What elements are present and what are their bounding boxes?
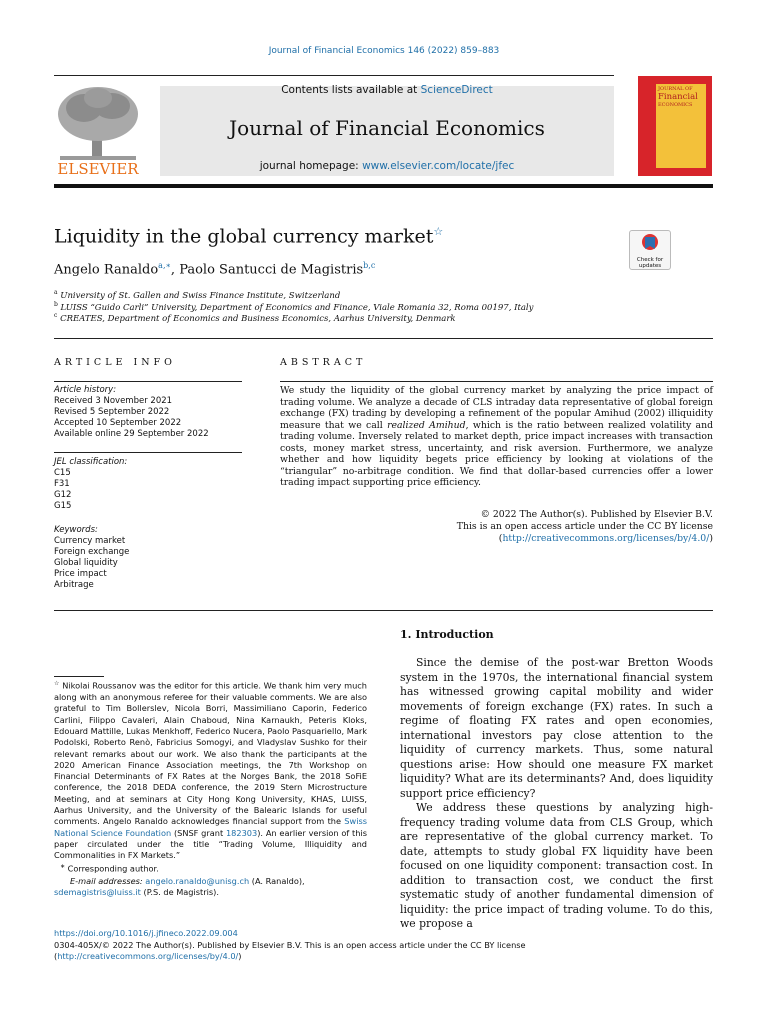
journal-reference[interactable]: Journal of Financial Economics 146 (2022) 859–883: [268, 46, 500, 56]
journal-title: Journal of Financial Economics: [229, 116, 545, 140]
keywords-label: Keywords:: [54, 525, 98, 535]
keywords: [54, 525, 129, 591]
title-footnote-mark[interactable]: ☆: [433, 225, 444, 238]
affiliation-mark: a: [54, 289, 58, 296]
contents-prefix: Contents lists available at: [281, 84, 421, 96]
author-separator: ,: [170, 262, 180, 278]
article-history: [54, 385, 209, 440]
email-link-2[interactable]: sdemagistris@luiss.it: [54, 886, 141, 897]
license-line: (http://creativecommons.org/licenses/by/4.0/): [498, 533, 713, 544]
jel-classification: [54, 457, 127, 512]
sciencedirect-link[interactable]: ScienceDirect: [420, 84, 493, 96]
cover-line-2: Financial: [658, 92, 698, 102]
keyword: Price impact: [54, 569, 107, 579]
affiliation-text: LUISS “Guido Carli” University, Department of Economics and Finance, Viale Romania 32, Roma 00197, Italy: [60, 302, 534, 313]
abstract-emphasis: realized Amihud: [387, 419, 466, 431]
grant-link[interactable]: 182303: [225, 827, 258, 838]
affiliation-text: CREATES, Department of Economics and Business Economics, Aarhus University, Denmark: [60, 313, 456, 324]
affiliation-text: University of St. Gallen and Swiss Finance Institute, Switzerland: [60, 290, 341, 301]
jel-code: C15: [54, 468, 71, 478]
doi-link[interactable]: https://doi.org/10.1016/j.jfineco.2022.09.004: [54, 928, 238, 938]
snsf-link[interactable]: Swiss National Science Foundation: [54, 816, 367, 838]
license-link[interactable]: http://creativecommons.org/licenses/by/4.0/: [502, 533, 710, 544]
check-line-1: Check for: [636, 257, 664, 263]
keyword: Currency market: [54, 536, 126, 546]
author-2: Paolo Santucci de Magistris: [179, 262, 364, 278]
abstract-rule: [280, 381, 713, 382]
footer-license-link[interactable]: http://creativecommons.org/licenses/by/4.0/: [57, 951, 239, 961]
corresponding-text: Corresponding author.: [65, 864, 159, 875]
affiliation-a: [54, 289, 340, 301]
open-paren: (: [54, 951, 58, 961]
homepage-link[interactable]: www.elsevier.com/locate/jfec: [362, 160, 515, 172]
corresponding-footnote: [54, 861, 367, 875]
email-name-1: (A. Ranaldo),: [249, 875, 305, 886]
copyright-line-2: This is an open access article under the CC BY license: [456, 521, 713, 532]
bookmark-icon: [630, 231, 670, 253]
history-received: Received 3 November 2021: [54, 396, 173, 406]
introduction-text: [400, 656, 713, 932]
footer-license-line: [54, 951, 526, 963]
header-rule: [54, 75, 614, 76]
history-accepted: Accepted 10 September 2022: [54, 418, 182, 428]
footnote-rule: [54, 676, 104, 677]
section-rule: [54, 338, 713, 339]
cover-line-1: JOURNAL OF: [658, 86, 693, 92]
authors: [54, 261, 375, 277]
corresponding-mark: ∗: [60, 863, 66, 871]
author-1-affiliation-mark[interactable]: a,∗: [158, 261, 171, 270]
abstract-heading: ABSTRACT: [280, 357, 367, 368]
check-line-2: updates: [638, 263, 662, 269]
email-link-1[interactable]: angelo.ranaldo@unisg.ch: [145, 875, 250, 886]
footnote: [54, 678, 367, 898]
page-footer: [54, 928, 526, 963]
jel-code: F31: [54, 479, 70, 489]
email-label: E-mail addresses:: [70, 875, 146, 886]
info-rule: [54, 452, 242, 453]
check-for-updates-button[interactable]: [629, 230, 671, 270]
abstract-copyright: [280, 509, 713, 545]
homepage-prefix: journal homepage:: [259, 160, 363, 172]
intro-paragraph-2: We address these questions by analyzing high-frequency trading volume data from CLS Group, which are representative of the global currency market. To date, attempts to study global FX liquidity have been focused on one liquidity component: transaction cost. In addition to transaction cost, we conduct the first systematic study of another fundamental dimension of liquidity: the price impact of trading volume. To do this, we propose a: [400, 801, 713, 930]
article-title: [54, 225, 443, 247]
introduction-heading: 1. Introduction: [400, 628, 494, 641]
footnote-text-c: ). An earlier version of this paper circulated under the title “Trading Volume, Illiquidity and Commonalities in FX Markets.”: [54, 827, 367, 861]
abstract-part-1: We study the liquidity of the global currency market by analyzing the price impact of trading volume. We analyze a decade of CLS intraday data representative of global foreign exchange (FX) trading by developing a refinement of the popular Amihud (2002) illiquidity measure that we call: [280, 385, 713, 431]
copyright-line-1: © 2022 The Author(s). Published by Elsevier B.V.: [480, 509, 713, 520]
body-rule: [54, 610, 713, 611]
abstract-part-2: , which is the ratio between realized volatility and trading volume. Inversely related to market depth, price impact increases with transaction costs, money market stress, uncertainty, and risk aversion. Furthermore, we analyze whether and how liquidity begets price efficiency by looking at violations of the “triangular” no-arbitrage condition. We find that dollar-based currencies offer a lower trading impact supporting price efficiency.: [280, 419, 714, 488]
keyword: Global liquidity: [54, 558, 118, 568]
cover-line-3: ECONOMICS: [658, 102, 693, 108]
close-paren: ): [238, 951, 242, 961]
elsevier-wordmark: ELSEVIER: [57, 160, 139, 178]
acknowledgement-footnote: [54, 678, 367, 861]
affiliation-mark: c: [54, 312, 58, 319]
history-label: Article history:: [54, 385, 117, 395]
abstract-text: [280, 385, 713, 489]
article-info-heading: ARTICLE INFO: [54, 357, 176, 368]
article-info-rule: [54, 381, 242, 382]
keyword: Arbitrage: [54, 580, 94, 590]
intro-paragraph-1: Since the demise of the post-war Bretton Woods system in the 1970s, the international financial system has witnessed growing capital mobility and wider movements of foreign exchange (FX) rates. In such a regime of floating FX rates and open economies, international investors pay close attention to the liquidity of currency markets. Thus, some natural questions arise: How should one measure FX market liquidity? What are its determinants? And, does liquidity support price efficiency?: [400, 656, 713, 800]
footer-license-text: 0304-405X/© 2022 The Author(s). Published by Elsevier B.V. This is an open access article under the CC BY license: [54, 939, 526, 950]
header-thick-rule: [54, 184, 713, 188]
article-title-text: Liquidity in the global currency market: [54, 225, 434, 248]
keyword: Foreign exchange: [54, 547, 130, 557]
jel-code: G15: [54, 501, 72, 511]
journal-cover-panel: [656, 84, 706, 168]
journal-cover[interactable]: [638, 76, 712, 176]
homepage-line: [160, 160, 614, 172]
history-online: Available online 29 September 2022: [54, 429, 209, 439]
jel-label: JEL classification:: [54, 457, 128, 467]
footnote-text-a: Nikolai Roussanov was the editor for this article. We thank him very much along with an anonymous referee for their valuable comments. We are also grateful to Tim Bollerslev, Nicola Borri, Massimiliano Caporin, Federico Carlini, Filippo Cavaleri, Alain Chaboud, Nina Karnaukh, Peteris Kloks, Edouard Mattille, Lukas Menkhoff, Federico Nucera, Paolo Pasquariello, Mark Podolski, Roberto Renò, Fabricius Somogyi, and Vladyslav Sushko for their relevant remarks about our work. We also thank the participants at the 2020 American Finance Association meetings, the 7th Workshop on Financial Determinants of FX Rates at the Norges Bank, the 2018 SoFiE conference, the 2018 DEDA conference, the 2019 Stern Microstructure Meeting, and at seminars at City Hong Kong University, KHAS, LUISS, Aarhus University, and the University of the Balearic Islands for useful comments. Angelo Ranaldo acknowledges financial support from the: [54, 680, 367, 827]
author-2-affiliation-mark[interactable]: b,c: [363, 261, 376, 270]
affiliation-c: [54, 312, 456, 324]
email-name-2: (P.S. de Magistris).: [140, 886, 219, 897]
email-footnote: [54, 876, 367, 899]
contents-line: [160, 84, 614, 96]
footnote-star: ☆: [54, 680, 60, 687]
history-revised: Revised 5 September 2022: [54, 407, 170, 417]
footnote-text-b: (SNSF grant: [171, 827, 226, 838]
affiliation-mark: b: [54, 301, 58, 308]
jel-code: G12: [54, 490, 72, 500]
elsevier-logo: [54, 84, 142, 184]
author-1: Angelo Ranaldo: [54, 262, 159, 278]
